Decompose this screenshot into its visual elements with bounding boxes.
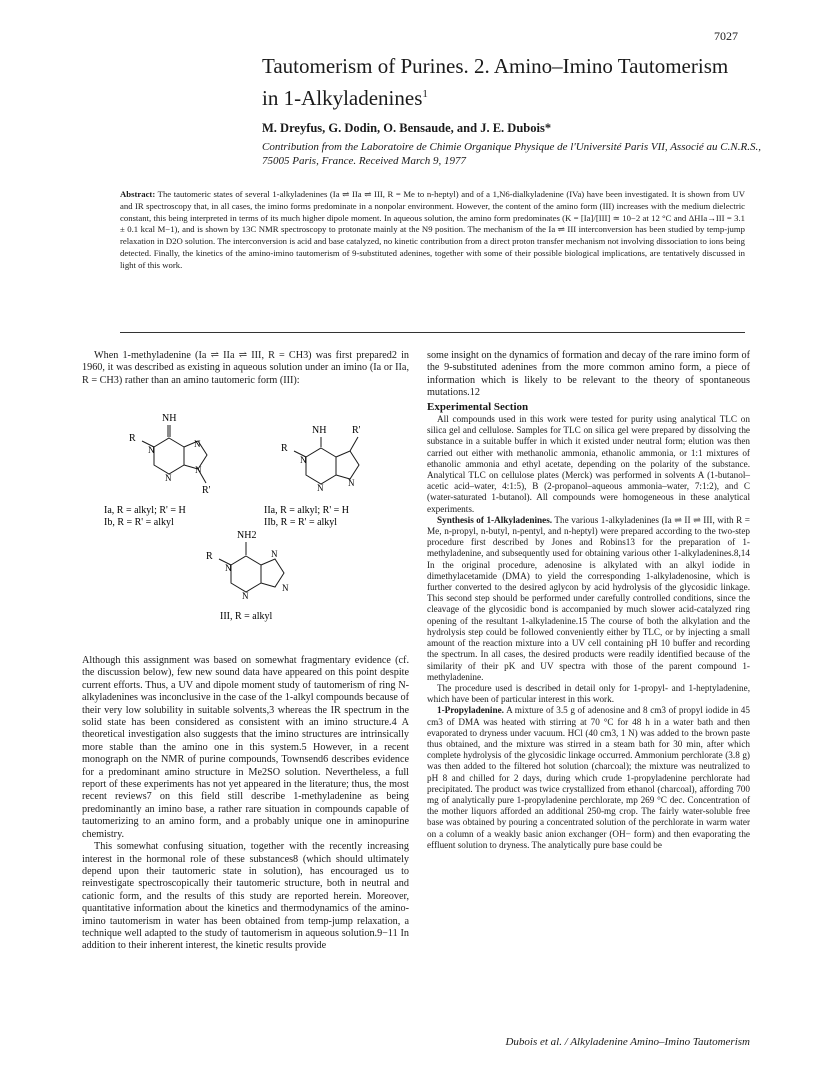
struct-II-nh: NH bbox=[312, 425, 327, 436]
running-footer: Dubois et al. / Alkyladenine Amino–Imino Tautomerism bbox=[505, 1036, 750, 1048]
struct-II-n9: N bbox=[348, 478, 355, 488]
struct-III-r: R bbox=[206, 551, 213, 562]
label-Ia: Ia, R = alkyl; R' = H bbox=[104, 505, 186, 516]
abstract bbox=[120, 189, 745, 272]
struct-II-rprime: R' bbox=[352, 425, 361, 436]
left-column-intro bbox=[82, 350, 409, 387]
label-IIa: IIa, R = alkyl; R' = H bbox=[264, 505, 350, 516]
paragraph-tlc: All compounds used in this work were tested for purity using analytical TLC on silica gel and cellulose. Samples for TLC on silica gel were prepared by dissolving the substance in a suitable buffer in which it existed under neutral form; elution was then carried out either with methanolic ammonia, ethanolic ammonia, or 1:1 mixtures of ethanolic ammonia and ethyl acetate, depending on the polarity of the substance. Analytical TLC on cellulose plates (Merck) was performed in solvents A (1-butanol–acetic acid–water, 4:1:5), B (2-propanol–aqueous ammonia–water, 7:1:2), and C (water-saturated 1-butanol). All compounds were homogeneous in these analytical experiments. bbox=[427, 414, 750, 514]
paragraph-assignment: Although this assignment was based on somewhat fragmentary evidence (cf. the discussion below), few new sound data have appeared on this point despite current efforts. Thus, a UV and dipole moment study of tautomerism of ring N-alkyladenines was inconclusive in the case of the 1-alkyl compounds because of their very low solubility in suitable solvents,3 whereas the IR spectrum in the solid state has been considered as consistent with an imino structure.4 A theoretical investigation also suggests that the imino structures are intrinsically more stable than the amino one in this system.5 However, in a recent monograph on the NMR of purine compounds, Townsend6 describes evidence for a predominant amino structure in Me2SO solution. Nevertheless, a full report of these experiments has not yet appeared in the literature; thus, the most recent reviews7 on this field still describe 1-methyladenine as being predominantly an imino base, a rather rare situation in compounds capable of tautomerizing to an amino form, and a probably unique one in aminopurine chemistry. bbox=[82, 655, 409, 840]
structure-figure bbox=[82, 405, 409, 655]
paragraph-procedure: The procedure used is described in detail only for 1-propyl- and 1-heptyladenine, which have been of particular interest in this work. bbox=[427, 682, 750, 705]
article-title bbox=[262, 52, 762, 112]
label-IIb: IIb, R = R' = alkyl bbox=[264, 517, 338, 528]
right-column bbox=[427, 350, 750, 851]
affiliation: Contribution from the Laboratoire de Chimie Organique Physique de l'Université Paris VII, Associé au C.N.R.S., 75005 Paris, France. Received March 9, 1977 bbox=[262, 141, 761, 167]
struct-III-nh2: NH2 bbox=[237, 530, 257, 541]
struct-I-n1: N bbox=[148, 445, 155, 455]
struct-I-rprime: R' bbox=[202, 485, 211, 496]
struct-I-n9: N bbox=[195, 465, 202, 475]
paragraph-insight: some insight on the dynamics of formation and decay of the rare imino form of the 9-substituted adenines from the more common amino form, a piece of information which is likely to be relevant to the theory of spontaneous mutations.12 bbox=[427, 350, 750, 399]
abstract-divider bbox=[120, 332, 745, 333]
synthesis-text: The various 1-alkyladenines (Ia ⇌ II ⇌ III, with R = Me, n-propyl, n-butyl, n-pentyl, and n-heptyl) were prepared according to the two-step procedure first described by Jones and Robins13 for the preparation of 1-methyladenine, and subsequently used for obtaining various other 1-alkyladenines.8,14 In the original procedure, adenosine is alkylated with an alkyl iodide in dimethylacetamide (DMA) to yield the corresponding 1-alkyladenosine, which is further converted to the desired aglycon by acid hydrolysis of the glycosidic linkage. This second step should be performed under carefully controlled conditions, since the cleavage of the glycosidic bond is accompanied by much slower acid-catalyzed ring opening of the resultant 1-alkyladenine.15 The course of both the alkylation and the hydrolysis step could be followed conveniently either by TLC, or by injecting a small amount of the reaction mixture into a UV cell containing pH 10 buffer and recording the spectrum. In all cases, the desired products were readily identified because of the similarity of their pK and UV spectra with those of the parent compound 1-methyladenine. bbox=[427, 514, 750, 682]
label-III: III, R = alkyl bbox=[220, 611, 273, 622]
struct-II-n3: N bbox=[317, 483, 324, 493]
experimental-heading: Experimental Section bbox=[427, 400, 529, 413]
abstract-label: Abstract: bbox=[120, 189, 156, 199]
propyladenine-heading: 1-Propyladenine. bbox=[437, 705, 504, 716]
abstract-text: The tautomeric states of several 1-alkyladenines (Ia ⇌ IIa ⇌ III, R = Me to n-heptyl) and of a 1,N6-dialkyladenine (IVa) have been investigated. It is shown from UV and IR spectroscopy that, in all cases, the imino forms predominate in a nonpolar environment. However, the content of the amino form (III) increases with the medium dielectric constant, this being interpreted in terms of its much higher dipole moment. In aqueous solution, the amino form predominates (K = [Ia]/[III] ≃ 10−2 at 12 °C and ΔHIa→III = 3.1 ± 0.1 kcal M−1), and is shown by 13C NMR spectroscopy to protonate mainly at the N9 position. The mechanism of the Ia ⇌ III interconversion has been studied by temp-jump relaxation in D2O solution. The interconversion is acid and base catalyzed, no kinetic contribution from a direct proton transfer mechanism not involving dissociation to ions being detected. Finally, the kinetics of the amino-imino tautomerism of 9-substituted adenines, together with some of their possible biological implications, are tentatively discussed in light of this work. bbox=[120, 189, 745, 270]
struct-III-n3: N bbox=[242, 591, 249, 601]
title-line-1: Tautomerism of Purines. 2. Amino–Imino Tautomerism bbox=[262, 54, 729, 78]
synthesis-heading: Synthesis of 1-Alkyladenines. bbox=[437, 514, 553, 525]
struct-I-n3: N bbox=[165, 473, 172, 483]
title-line-2: in 1-Alkyladenines bbox=[262, 86, 423, 110]
struct-II-n1: N bbox=[300, 455, 307, 465]
struct-III-n9: N bbox=[282, 583, 289, 593]
struct-II-r: R bbox=[281, 443, 288, 454]
paragraph-confusing-situation: This somewhat confusing situation, together with the recently increasing interest in the hormonal role of these substances8 (which should ultimately depend upon their tautomeric state in solution), has encouraged us to reinvestigate spectroscopically their tautomeric structure, both in neutral and cationic form, and the results of this study are reported herein. Moreover, quantitative information about the kinetics and thermodynamics of the amino-imino tautomerism in water has been obtained from temp-jump relaxation, a technique well adapted to the study of tautomerism in aqueous solution.9−11 In addition to their inherent interest, the kinetic results provide bbox=[82, 841, 409, 952]
struct-III-n7: N bbox=[271, 549, 278, 559]
propyladenine-text: A mixture of 3.5 g of adenosine and 8 cm3 of propyl iodide in 45 cm3 of DMA was heated with stirring at 70 °C for 48 h in a water bath and then evaporated to dryness under vacuum. HCl (40 cm3, 1 N) was added to the brown paste thus obtained, and the mixture was stirred in a steam bath for 30 min, after which complete hydrolysis of the glycosidic linkage occurred. Ammonium perchlorate (3.8 g) was then added to the filtered hot solution (charcoal); the mixture was neutralized to pH 8 and chilled for 2 days, during which crude 1-propyladenine perchlorate had precipitated. The product was twice crystallized from ethanol (charcoal), affording 700 mg of analytically pure 1-propyladenine perchlorate, mp 269 °C dec. Concentration of the mother liquors afforded an additional 250-mg crop. The fairly water-soluble free base was obtained by pouring a concentrated solution of the perchlorate in warm water on a column of a weakly basic anion exchanger (OH− form) and then evaporating the effluent solution to dryness. The analytically pure base could be bbox=[427, 705, 750, 850]
struct-III-n1: N bbox=[225, 563, 232, 573]
label-Ib: Ib, R = R' = alkyl bbox=[104, 517, 174, 528]
paragraph-propyladenine bbox=[427, 705, 750, 851]
title-footnote-marker: 1 bbox=[422, 88, 428, 100]
struct-I-n7: N bbox=[194, 439, 201, 449]
experimental-body bbox=[427, 414, 750, 851]
page-number: 7027 bbox=[714, 29, 738, 43]
authors: M. Dreyfus, G. Dodin, O. Bensaude, and J. E. Dubois* bbox=[262, 121, 552, 135]
paragraph-synthesis bbox=[427, 515, 750, 683]
left-column-body bbox=[82, 655, 409, 953]
struct-I-nh: NH bbox=[162, 413, 177, 424]
struct-I-r: R bbox=[129, 433, 136, 444]
intro-paragraph: When 1-methyladenine (Ia ⇌ IIa ⇌ III, R = CH3) was first prepared2 in 1960, it was described as existing in aqueous solution under an imino (Ia or IIa, R = CH3) rather than an amino tautomeric form (III): bbox=[82, 350, 409, 386]
